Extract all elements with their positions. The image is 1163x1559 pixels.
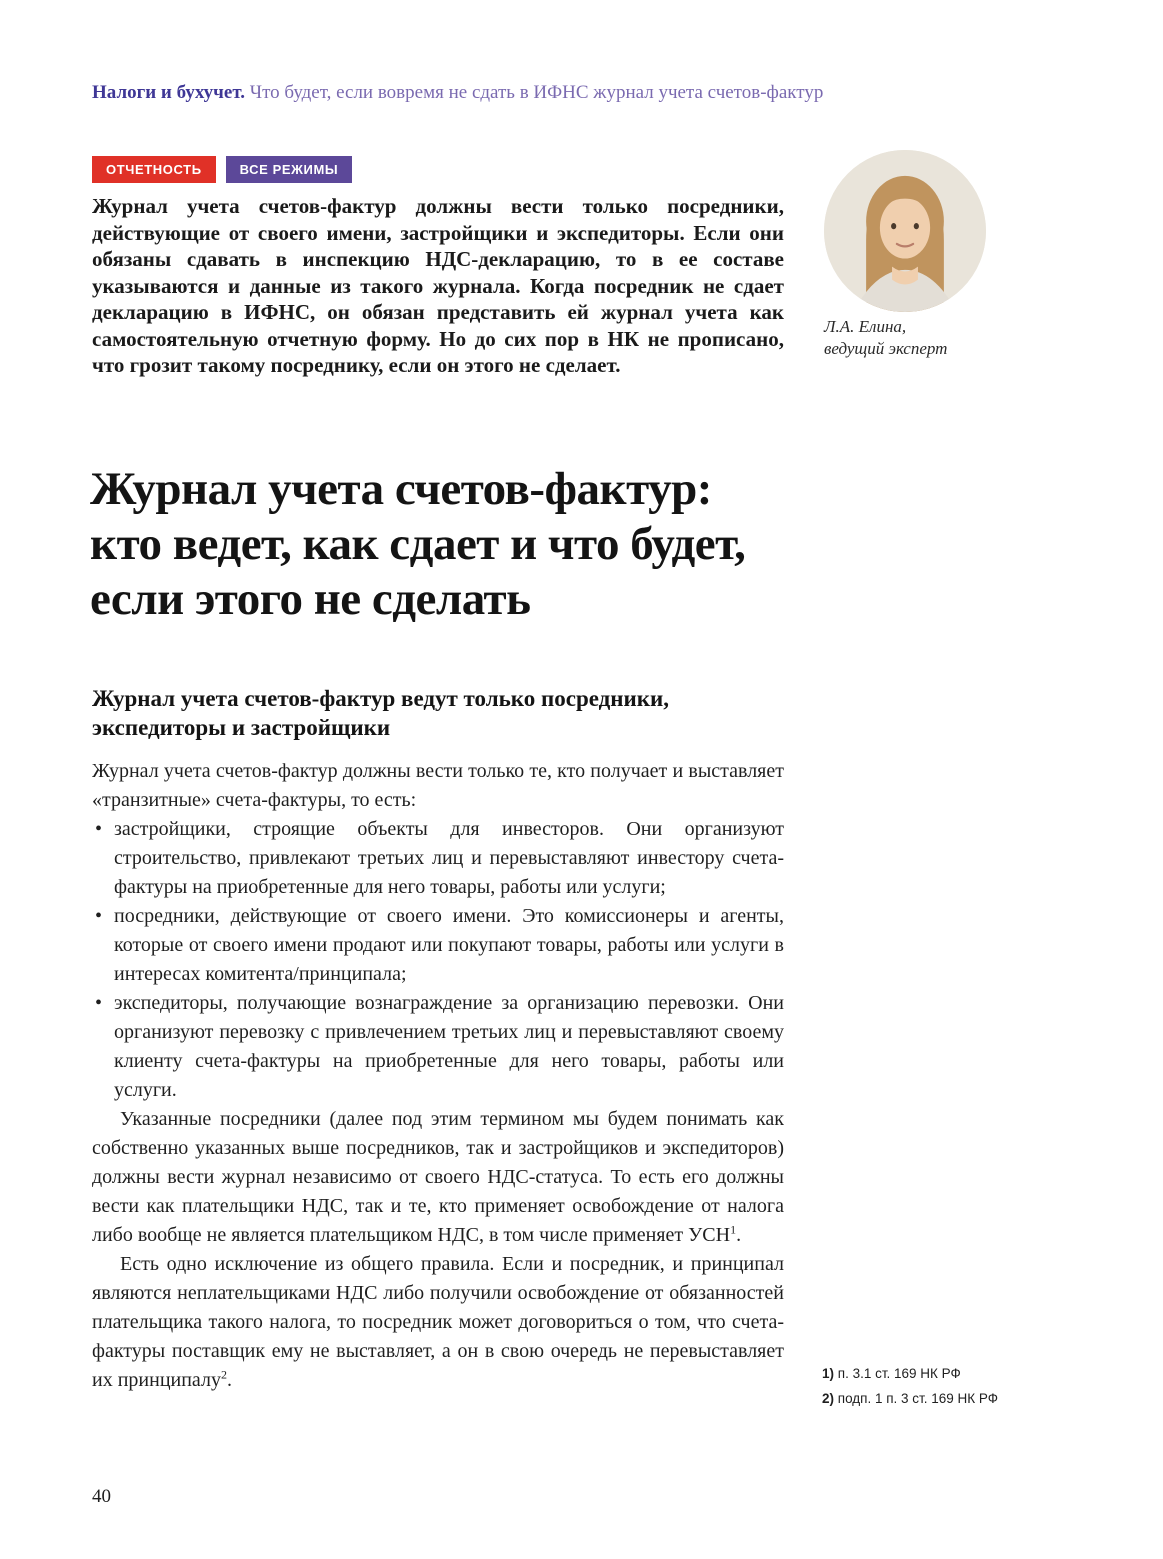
footnote-1-text: п. 3.1 ст. 169 НК РФ (834, 1366, 961, 1381)
topic-badges (92, 156, 352, 183)
footnote-2-number: 2) (822, 1390, 835, 1406)
footnote-2-text: подп. 1 п. 3 ст. 169 НК РФ (834, 1390, 998, 1406)
footnote-marker-1: 1 (730, 1222, 737, 1237)
footnote-1-number: 1) (822, 1366, 835, 1381)
body-intro: Журнал учета счетов-фактур должны вести только те, кто получает и выставляет «транзитные» счета-фактуры, то есть: (92, 760, 784, 811)
bullet-item: • экспедиторы, получающие вознаграждение за организацию перевозки. Они организуют перевозку с привлечением третьих лиц и перевыставляют своему клиенту счета-фактуры на приобретенные для него товары, работы или услуги. (92, 989, 784, 1105)
page-header (92, 82, 823, 105)
bullet-item: • посредники, действующие от своего имени. Это комиссионеры и агенты, которые от своего имени продают или покупают товары, работы или услуги в интересах комитента/принципала; (92, 902, 784, 989)
footnote-2 (822, 1387, 1102, 1412)
article-title-line: если этого не сделать (90, 573, 531, 625)
article-title (90, 462, 1090, 627)
lead-paragraph: Журнал учета счетов-фактур должны вести только посредники, действующие от своего имени, застройщики и экспедиторы. Если они обязаны сдавать в инспекцию НДС-декларацию, то в ее составе указываются и данные из такого журнала. Когда посредник не сдает декларацию в ИФНС, он обязан представить ей журнал учета как самостоятельную отчетную форму. Но до сих пор в НК не прописано, что грозит такому посреднику, если он этого не сделает. (92, 194, 784, 377)
bullet-item: • застройщики, строящие объекты для инвесторов. Они организуют строительство, привлекают третьих лиц и перевыставляют инвестору счета-фактуры на приобретенные для него товары, работы или услуги; (92, 815, 784, 902)
sentence-period: . (226, 1369, 232, 1391)
badge-reporting: ОТЧЕТНОСТЬ (92, 156, 216, 183)
footnote-1 (822, 1362, 1102, 1387)
article-title-line: кто ведет, как сдает и что будет, (90, 518, 746, 570)
footnote-marker-2: 2 (220, 1367, 227, 1382)
badge-all-regimes: ВСЕ РЕЖИМЫ (226, 156, 353, 183)
body-paragraph-2 (92, 1250, 784, 1395)
article-body (92, 757, 784, 1395)
body-paragraph-1 (92, 1105, 784, 1250)
body-paragraph-2-text: Есть одно исключение из общего правила. Если и посредник, и принципал являются неплательщиками НДС либо получили освобождение от обязанностей плательщика такого налога, то посредник может договориться о том, что счета-фактуры поставщик ему не выставляет, а он в свою очередь не перевыставляет их принципалу (92, 1253, 784, 1391)
bullet-list (92, 815, 784, 1105)
article-title-line: Журнал учета счетов-фактур: (90, 463, 712, 515)
section-heading: Журнал учета счетов-фактур ведут только посредники, экспедиторы и застройщики (92, 686, 670, 741)
woman-portrait-icon (824, 150, 986, 312)
body-paragraph-1-text: Указанные посредники (далее под этим термином мы будем понимать как собственно указанных выше посредников, так и застройщиков и экспедиторов) должны вести журнал независимо от своего НДС-статуса. То есть его должны вести как плательщики НДС, так и те, кто применяет освобождение от налога либо вообще не является плательщиком НДС, в том числе применяет УСН (92, 1108, 784, 1246)
author-photo (824, 150, 986, 312)
author-name: Л.А. Елина, (824, 317, 907, 336)
sentence-period: . (736, 1224, 742, 1246)
page-number: 40 (92, 1486, 111, 1507)
footnotes (822, 1362, 1102, 1412)
header-article-ref: Что будет, если вовремя не сдать в ИФНС журнал учета счетов-фактур (244, 82, 824, 103)
magazine-section-label: Налоги и бухучет. (92, 82, 245, 103)
author-caption (824, 316, 947, 361)
author-role: ведущий эксперт (824, 339, 948, 359)
